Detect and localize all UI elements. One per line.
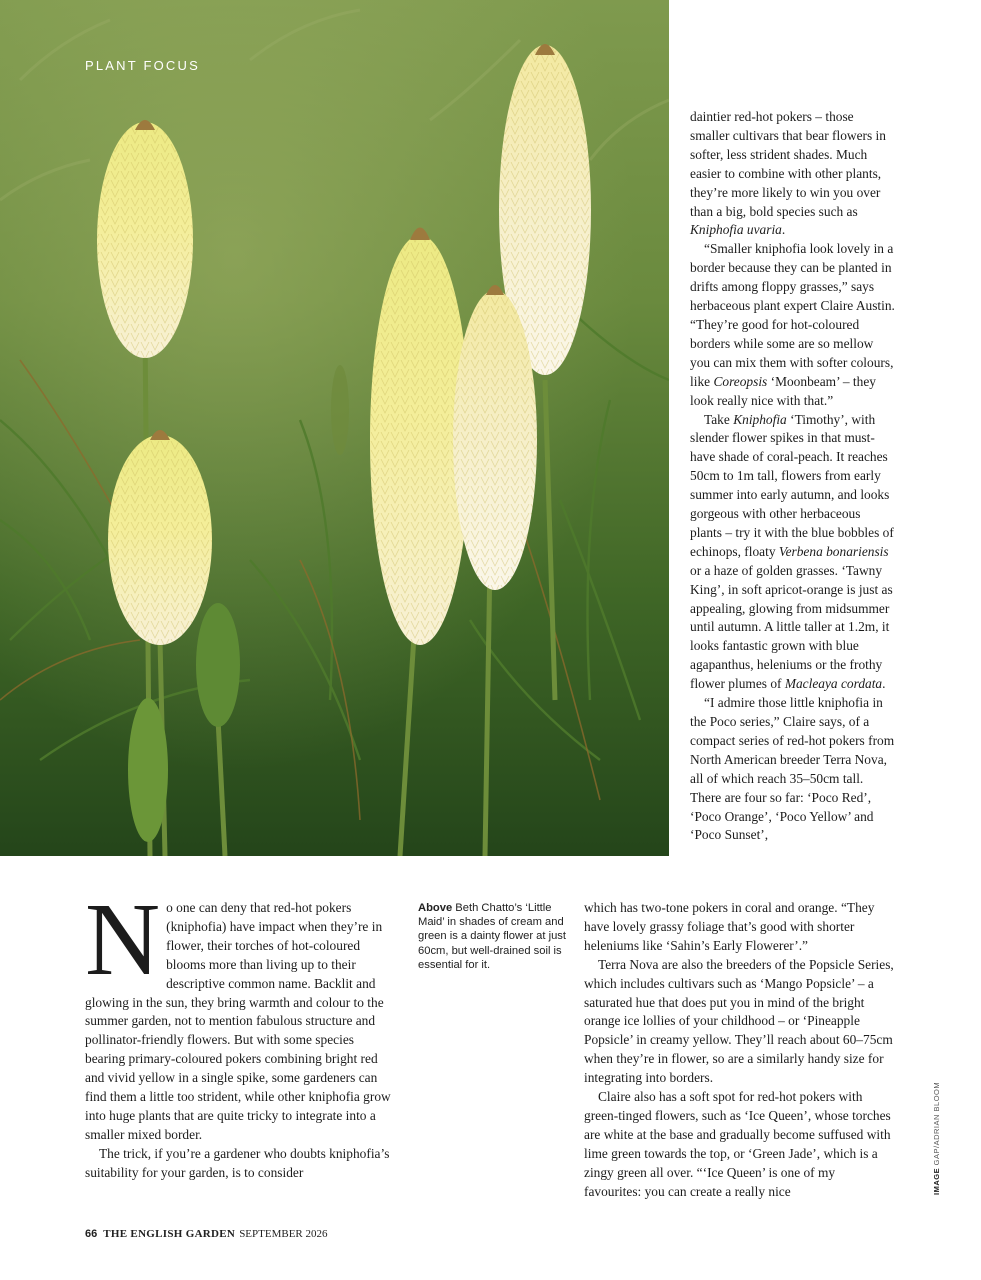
drop-cap: N <box>85 882 161 997</box>
section-label: PLANT FOCUS <box>85 58 200 73</box>
paragraph: “I admire those little kniphofia in the Poco series,” Claire says, of a compact series of red-hot pokers from North American breeder Terra Nova, all of which reach 35–50cm tall. There are four so far: ‘Poco Red’, ‘Poco Orange’, ‘Poco Yellow’ and ‘Poco Sunset’, <box>690 695 895 843</box>
article-column-left <box>85 882 395 1183</box>
article-column-right <box>690 108 895 845</box>
paragraph: No one can deny that red-hot pokers (kniphofia) have impact when they’re in flower, their torches of hot-coloured blooms more than living up to their descriptive common name. Backlit and glowing in the sun, they bring warmth and colour to the summer garden, not to mention fabulous structure and pollinator-friendly flowers. But with some species bearing primary-coloured pokers combining bright red and vivid yellow in a single spike, some gardeners can find them a little too strident, while other kniphofia grow into huge plants that are quite tricky to integrate into a smaller mixed border. <box>85 882 391 1142</box>
image-credit: IMAGE GAP/ADRIAN BLOOM <box>932 1081 941 1195</box>
article-column-middle <box>584 899 894 1202</box>
page-footer <box>85 1228 328 1240</box>
page-number: 66 <box>85 1228 98 1240</box>
paragraph: daintier red-hot pokers – those smaller cultivars that bear flowers in softer, less strident shades. Much easier to combine with other plants, they’re more likely to win you over than a big, bold species such as Kniphofia uvaria. <box>690 109 886 238</box>
photo-caption: Above Beth Chatto’s ‘Little Maid’ in shades of cream and green is a dainty flower at just 60cm, but well-drained soil is essential for it. <box>418 902 566 971</box>
hero-photo <box>0 0 669 856</box>
paragraph: “Smaller kniphofia look lovely in a border because they can be planted in drifts among floppy grasses,” says herbaceous plant expert Claire Austin. “They’re good for hot-coloured borders while some are so mellow you can mix them with softer colours, like Coreopsis ‘Moonbeam’ – they look really nice with that.” <box>690 241 895 408</box>
caption-lead: Above <box>418 902 453 914</box>
paragraph: Terra Nova are also the breeders of the Popsicle Series, which includes cultivars such as ‘Mango Popsicle’ – a saturated hue that does put you in mind of the bright orange ice lollies of your childhood – or ‘Pineapple Popsicle’ in creamy yellow. They’ll reach about 60–75cm when they’re in flower, so are a similarly handy size for integrating into borders. <box>584 956 894 1086</box>
paragraph: Take Kniphofia ‘Timothy’, with slender flower spikes in that must-have shade of coral-peach. It reaches 50cm to 1m tall, flowers from early summer into early autumn, and looks gorgeous with other herbaceous plants – try it with the blue bobbles of echinops, floaty Verbena bonariensis or a haze of golden grasses. ‘Tawny King’, in soft apricot-orange is just as appealing, glowing from midsummer until autumn. A little taller at 1.2m, it looks fantastic grown with blue agapanthus, heleniums or the frothy flower plumes of Macleaya cordata. <box>690 411 894 692</box>
paragraph: Claire also has a soft spot for red-hot pokers with green-tinged flowers, such as ‘Ice Queen’, whose torches are white at the base and gradually become suffused with lime green towards the top, or ‘Green Jade’, which is a zingy green all over. “‘Ice Queen’ is one of my favourites: you can create a really nice <box>584 1089 891 1199</box>
paragraph: The trick, if you’re a gardener who doubts kniphofia’s suitability for your garden, is to consider <box>85 1145 390 1180</box>
paragraph: which has two-tone pokers in coral and orange. “They have lovely grassy foliage that’s good with shorter heleniums like ‘Sahin’s Early Flowerer’.” <box>584 900 875 953</box>
magazine-name: THE ENGLISH GARDEN <box>103 1228 236 1240</box>
issue-date: SEPTEMBER 2026 <box>239 1228 328 1240</box>
red-hot-poker-flowers-photo <box>0 0 669 856</box>
